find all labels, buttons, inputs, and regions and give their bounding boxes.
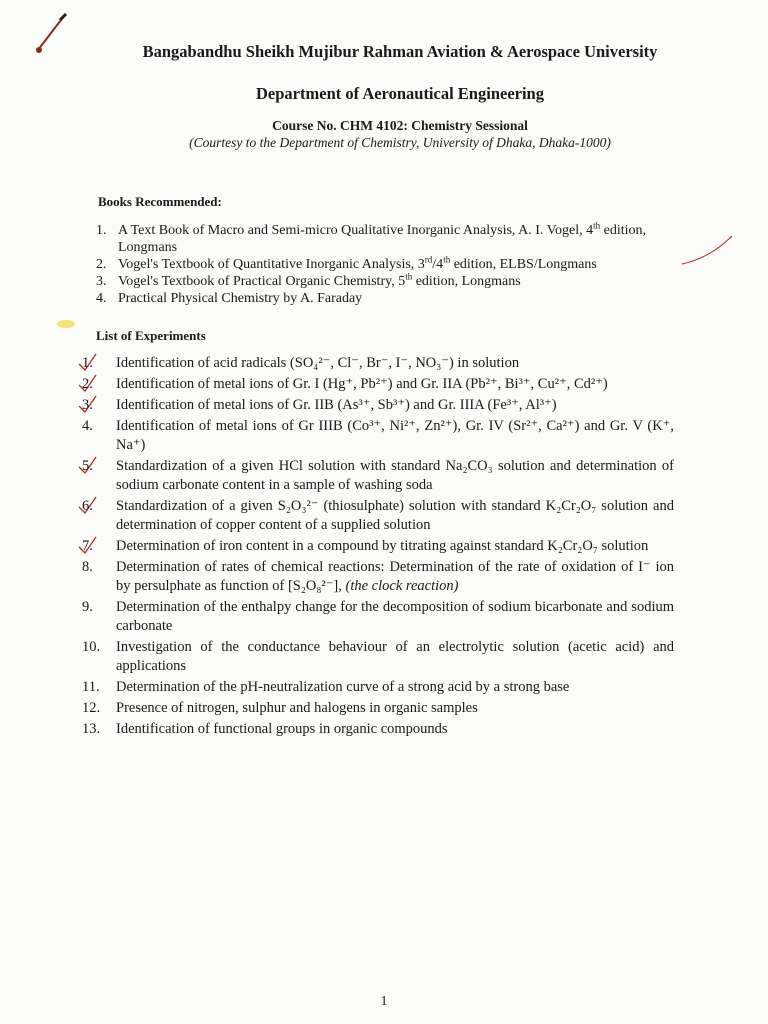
courtesy-note: (Courtesy to the Department of Chemistry, University of Dhaka, Dhaka-1000): [189, 135, 611, 150]
experiment-item: 4. Identification of metal ions of Gr IIIB (Co³⁺, Ni²⁺, Zn²⁺), Gr. IV (Sr²⁺, Ca²⁺) and Gr. V (K⁺, Na⁺): [82, 418, 674, 453]
experiment-item: 13. Identification of functional groups in organic compounds: [82, 721, 448, 737]
experiment-item: 3. Identification of metal ions of Gr. IIB (As³⁺, Sb³⁺) and Gr. IIIA (Fe³⁺, Al³⁺): [82, 396, 674, 415]
course-title: Course No. CHM 4102: Chemistry Sessional: [272, 118, 528, 133]
book-item: 3. Vogel's Textbook of Practical Organic Chemistry, 5th edition, Longmans: [96, 271, 521, 289]
experiment-item: 9. Determination of the enthalpy change for the decomposition of sodium bicarbonate and sodium carbonate: [82, 599, 674, 634]
book-item: 4. Practical Physical Chemistry by A. Faraday: [96, 291, 363, 306]
experiment-item: 5. Standardization of a given HCl solution with standard Na₂CO₃ solution and determination of sodium carbonate content in a sample of washing soda: [82, 457, 674, 495]
department-name: Department of Aeronautical Engineering: [256, 84, 544, 103]
experiment-item: 10. Investigation of the conductance behaviour of an electrolytic solution (acetic acid) and applications: [82, 639, 674, 674]
pen-mark-icon: [34, 12, 74, 56]
books-heading: Books Recommended:: [98, 194, 222, 209]
experiment-item: 2. Identification of metal ions of Gr. I (Hg⁺, Pb²⁺) and Gr. IIA (Pb²⁺, Bi³⁺, Cu²⁺, Cd²⁺): [82, 375, 674, 394]
experiments-list: [82, 354, 674, 741]
pen-stroke-icon: [680, 232, 740, 268]
experiment-item: 12. Presence of nitrogen, sulphur and halogens in organic samples: [82, 700, 478, 716]
page-number: 1: [380, 994, 388, 1009]
experiments-heading: List of Experiments: [96, 328, 206, 343]
book-item: 2. Vogel's Textbook of Quantitative Inorganic Analysis, 3rd/4th edition, ELBS/Longmans: [96, 254, 597, 272]
experiment-item: 8. Determination of rates of chemical reactions: Determination of the rate of oxidation of I⁻ ion by persulphate as function of [S₂O₈²⁻], (the clock reaction): [82, 559, 674, 594]
highlight-mark-icon: [56, 318, 76, 330]
university-name: Bangabandhu Sheikh Mujibur Rahman Aviation & Aerospace University: [142, 42, 658, 61]
clock-reaction-note: (the clock reaction): [345, 578, 459, 594]
experiment-item: 7. Determination of iron content in a compound by titrating against standard K₂Cr₂O₇ solution: [82, 537, 674, 556]
book-item: 1. A Text Book of Macro and Semi-micro Qualitative Inorganic Analysis, A. I. Vogel, 4th edition, Longmans: [96, 220, 646, 255]
experiment-item: 1. Identification of acid radicals (SO₄²⁻, Cl⁻, Br⁻, I⁻, NO₃⁻) in solution: [82, 354, 674, 373]
books-list: [96, 222, 686, 307]
experiment-item: 6. Standardization of a given S₂O₃²⁻ (thiosulphate) solution with standard K₂Cr₂O₇ solution and determination of copper content of a supplied solution: [82, 497, 674, 535]
experiment-item: 11. Determination of the pH-neutralization curve of a strong acid by a strong base: [82, 679, 570, 695]
